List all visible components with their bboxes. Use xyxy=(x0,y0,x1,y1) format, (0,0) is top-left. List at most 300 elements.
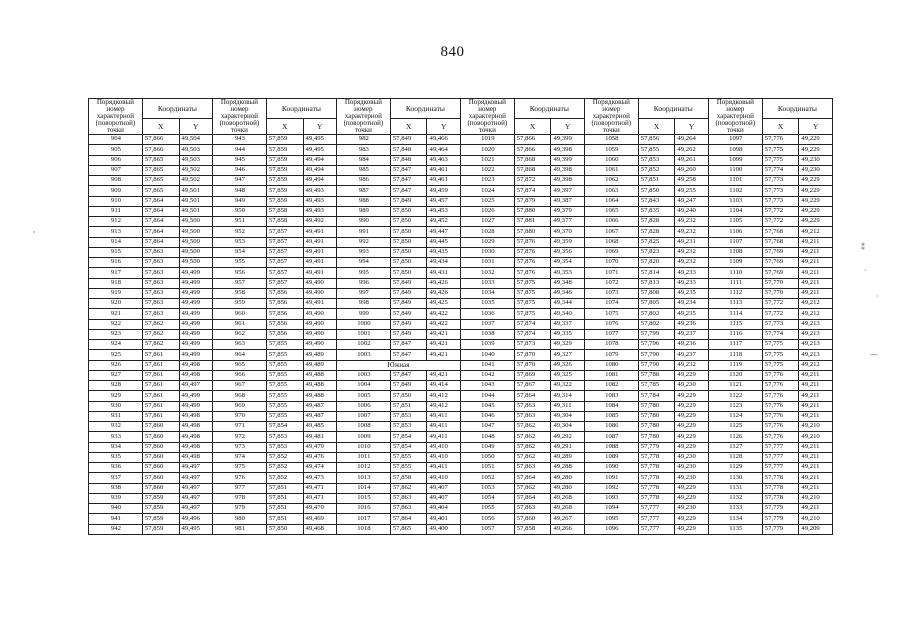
point-number-cell: 1004 xyxy=(336,381,390,391)
x-coordinate-cell: 57,876 xyxy=(514,268,551,278)
table-row xyxy=(89,350,833,360)
y-coordinate-cell: 49,211 xyxy=(799,288,833,298)
y-coordinate-cell: 49,488 xyxy=(303,370,336,380)
x-coordinate-cell: 57,863 xyxy=(514,411,551,421)
y-coordinate-cell: 49,499 xyxy=(179,319,212,329)
header-coordinates: Координаты xyxy=(638,99,708,119)
table-row xyxy=(89,504,833,514)
x-coordinate-cell: 57,778 xyxy=(638,463,675,473)
x-coordinate-cell: 57,770 xyxy=(762,288,799,298)
x-coordinate-cell: 57,862 xyxy=(514,422,551,432)
header-x: X xyxy=(390,118,427,134)
y-coordinate-cell: 49,490 xyxy=(303,319,336,329)
x-coordinate-cell: 57,863 xyxy=(142,268,179,278)
x-coordinate-cell: 57,866 xyxy=(142,145,179,155)
header-coordinates: Координаты xyxy=(514,99,584,119)
x-coordinate-cell: 57,849 xyxy=(390,329,427,339)
x-coordinate-cell: 57,856 xyxy=(638,135,675,145)
point-number-cell: 1096 xyxy=(584,524,638,534)
y-coordinate-cell: 49,292 xyxy=(551,432,584,442)
y-coordinate-cell: 49,326 xyxy=(551,360,584,370)
table-row xyxy=(89,432,833,442)
point-number-cell: 953 xyxy=(212,237,266,247)
point-number-cell: 1088 xyxy=(584,442,638,452)
x-coordinate-cell: 57,769 xyxy=(762,258,799,268)
x-coordinate-cell: 57,776 xyxy=(762,401,799,411)
x-coordinate-cell: 57,874 xyxy=(514,329,551,339)
x-coordinate-cell: 57,853 xyxy=(638,155,675,165)
x-coordinate-cell: 57,849 xyxy=(390,319,427,329)
y-coordinate-cell: 49,461 xyxy=(427,165,460,175)
x-coordinate-cell: 57,855 xyxy=(390,452,427,462)
y-coordinate-cell: 49,240 xyxy=(675,206,708,216)
point-number-cell: 906 xyxy=(89,155,143,165)
y-coordinate-cell: 49,229 xyxy=(675,432,708,442)
x-coordinate-cell: 57,860 xyxy=(142,422,179,432)
y-coordinate-cell: 49,235 xyxy=(675,309,708,319)
point-number-cell: 1019 xyxy=(460,135,514,145)
point-number-cell: 920 xyxy=(89,299,143,309)
point-number-cell: 1080 xyxy=(584,360,638,370)
x-coordinate-cell: 57,775 xyxy=(762,350,799,360)
point-number-cell: 1128 xyxy=(708,452,762,462)
x-coordinate-cell: 57,860 xyxy=(142,442,179,452)
point-number-cell: 962 xyxy=(212,329,266,339)
x-coordinate-cell: 57,857 xyxy=(266,258,303,268)
table-row xyxy=(89,155,833,165)
x-coordinate-cell: 57,777 xyxy=(762,442,799,452)
x-coordinate-cell: 57,866 xyxy=(514,145,551,155)
point-number-cell: 1083 xyxy=(584,391,638,401)
y-coordinate-cell: 49,229 xyxy=(675,514,708,524)
point-number-cell: 1033 xyxy=(460,278,514,288)
y-coordinate-cell: 49,232 xyxy=(675,227,708,237)
y-coordinate-cell: 49,229 xyxy=(675,493,708,503)
point-number-cell: 1092 xyxy=(584,483,638,493)
point-number-cell: 1122 xyxy=(708,391,762,401)
y-coordinate-cell: 49,487 xyxy=(303,401,336,411)
y-coordinate-cell: 49,213 xyxy=(799,340,833,350)
y-coordinate-cell: 49,470 xyxy=(303,504,336,514)
y-coordinate-cell: 49,410 xyxy=(427,452,460,462)
y-coordinate-cell: 49,495 xyxy=(179,524,212,534)
x-coordinate-cell: 57,855 xyxy=(266,350,303,360)
y-coordinate-cell: 49,400 xyxy=(427,524,460,534)
y-coordinate-cell: 49,264 xyxy=(675,135,708,145)
point-number-cell: 1075 xyxy=(584,309,638,319)
point-number-cell: 1102 xyxy=(708,186,762,196)
y-coordinate-cell: 49,481 xyxy=(303,432,336,442)
y-coordinate-cell: 49,370 xyxy=(551,227,584,237)
y-coordinate-cell: 49,494 xyxy=(303,176,336,186)
point-number-cell: 940 xyxy=(89,504,143,514)
y-coordinate-cell: 49,426 xyxy=(427,288,460,298)
y-coordinate-cell: 49,490 xyxy=(303,329,336,339)
point-number-cell: 1001 xyxy=(336,329,390,339)
x-coordinate-cell: 57,864 xyxy=(142,227,179,237)
point-number-cell: 914 xyxy=(89,237,143,247)
point-number-cell: 935 xyxy=(89,452,143,462)
x-coordinate-cell: 57,864 xyxy=(514,473,551,483)
y-coordinate-cell: 49,211 xyxy=(799,452,833,462)
x-coordinate-cell: 57,864 xyxy=(142,217,179,227)
x-coordinate-cell: 57,859 xyxy=(142,524,179,534)
table-row xyxy=(89,524,833,534)
point-number-cell: 1028 xyxy=(460,227,514,237)
y-coordinate-cell: 49,501 xyxy=(179,186,212,196)
point-number-cell: 983 xyxy=(336,145,390,155)
table-row xyxy=(89,473,833,483)
y-coordinate-cell: 49,499 xyxy=(179,309,212,319)
x-coordinate-cell: 57,820 xyxy=(638,258,675,268)
y-coordinate-cell: 49,212 xyxy=(799,227,833,237)
x-coordinate-cell: 57,768 xyxy=(762,237,799,247)
y-coordinate-cell: 49,289 xyxy=(551,452,584,462)
x-coordinate-cell: 57,851 xyxy=(266,514,303,524)
y-coordinate-cell: 49,344 xyxy=(551,299,584,309)
y-coordinate-cell: 49,229 xyxy=(799,196,833,206)
point-number-cell: 1068 xyxy=(584,237,638,247)
x-coordinate-cell: 57,780 xyxy=(638,432,675,442)
x-coordinate-cell: 57,880 xyxy=(514,227,551,237)
point-number-cell: 917 xyxy=(89,268,143,278)
x-coordinate-cell: 57,865 xyxy=(142,165,179,175)
point-number-cell: 937 xyxy=(89,473,143,483)
point-number-cell: 1081 xyxy=(584,370,638,380)
point-number-cell: 972 xyxy=(212,432,266,442)
table-row xyxy=(89,422,833,432)
y-coordinate-cell: 49,407 xyxy=(427,483,460,493)
header-y: Y xyxy=(675,118,708,134)
y-coordinate-cell: 49,500 xyxy=(179,217,212,227)
y-coordinate-cell: 49,401 xyxy=(427,514,460,524)
point-number-cell: 1040 xyxy=(460,350,514,360)
x-coordinate-cell: 57,858 xyxy=(266,206,303,216)
y-coordinate-cell: 49,411 xyxy=(427,422,460,432)
x-coordinate-cell: 57,859 xyxy=(266,155,303,165)
table-row xyxy=(89,217,833,227)
y-coordinate-cell: 49,488 xyxy=(303,381,336,391)
header-point-number: Порядковый номер характерной (поворотной) точки xyxy=(212,99,266,135)
point-number-cell: 1130 xyxy=(708,473,762,483)
point-number-cell: 981 xyxy=(212,524,266,534)
x-coordinate-cell: 57,870 xyxy=(514,360,551,370)
point-number-cell: 956 xyxy=(212,268,266,278)
point-number-cell: 1109 xyxy=(708,258,762,268)
point-number-cell: 1053 xyxy=(460,483,514,493)
point-number-cell: 1114 xyxy=(708,309,762,319)
y-coordinate-cell: 49,258 xyxy=(675,176,708,186)
x-coordinate-cell: 57,861 xyxy=(142,360,179,370)
x-coordinate-cell: 57,856 xyxy=(266,319,303,329)
x-coordinate-cell: 57,850 xyxy=(390,227,427,237)
point-number-cell: 932 xyxy=(89,422,143,432)
point-number-cell: 1077 xyxy=(584,329,638,339)
x-coordinate-cell: 57,852 xyxy=(638,165,675,175)
point-number-cell: 1056 xyxy=(460,514,514,524)
y-coordinate-cell: 49,325 xyxy=(551,370,584,380)
table-row xyxy=(89,145,833,155)
point-number-cell: 910 xyxy=(89,196,143,206)
y-coordinate-cell: 49,491 xyxy=(303,247,336,257)
x-coordinate-cell: 57,852 xyxy=(266,463,303,473)
x-coordinate-cell: 57,778 xyxy=(638,483,675,493)
point-number-cell: 1085 xyxy=(584,411,638,421)
x-coordinate-cell: 57,850 xyxy=(638,186,675,196)
table-row xyxy=(89,370,833,380)
point-number-cell: 1129 xyxy=(708,463,762,473)
y-coordinate-cell: 49,379 xyxy=(551,206,584,216)
point-number-cell: 1134 xyxy=(708,514,762,524)
y-coordinate-cell: 49,399 xyxy=(551,155,584,165)
y-coordinate-cell: 49,491 xyxy=(303,237,336,247)
x-coordinate-cell: 57,851 xyxy=(638,176,675,186)
x-coordinate-cell: 57,850 xyxy=(390,217,427,227)
y-coordinate-cell: 49,485 xyxy=(303,422,336,432)
point-number-cell: 915 xyxy=(89,247,143,257)
margin-mark: — xyxy=(870,350,878,359)
point-number-cell: 926 xyxy=(89,360,143,370)
point-number-cell: 941 xyxy=(89,514,143,524)
point-number-cell: 1041 xyxy=(460,360,514,370)
header-point-number: Порядковый номер характерной (поворотной) точки xyxy=(584,99,638,135)
x-coordinate-cell: 57,849 xyxy=(390,299,427,309)
y-coordinate-cell: 49,211 xyxy=(799,237,833,247)
y-coordinate-cell: 49,229 xyxy=(799,135,833,145)
page-number: 840 xyxy=(440,44,465,60)
point-number-cell: 1101 xyxy=(708,176,762,186)
x-coordinate-cell: 57,859 xyxy=(266,186,303,196)
x-coordinate-cell: 57,850 xyxy=(390,391,427,401)
point-number-cell: 997 xyxy=(336,288,390,298)
point-number-cell: 1049 xyxy=(460,442,514,452)
point-number-cell: 950 xyxy=(212,206,266,216)
y-coordinate-cell: 49,445 xyxy=(427,237,460,247)
y-coordinate-cell: 49,471 xyxy=(303,483,336,493)
y-coordinate-cell: 49,260 xyxy=(675,165,708,175)
table-row xyxy=(89,401,833,411)
x-coordinate-cell: 57,857 xyxy=(266,237,303,247)
x-coordinate-cell: 57,868 xyxy=(514,165,551,175)
point-number-cell: 1108 xyxy=(708,247,762,257)
y-coordinate-cell: 49,471 xyxy=(303,493,336,503)
header-point-number: Порядковый номер характерной (поворотной) точки xyxy=(460,99,514,135)
y-coordinate-cell: 49,407 xyxy=(427,493,460,503)
x-coordinate-cell: 57,860 xyxy=(514,514,551,524)
point-number-cell: 1029 xyxy=(460,237,514,247)
point-number-cell: 1060 xyxy=(584,155,638,165)
point-number-cell: 1026 xyxy=(460,206,514,216)
point-number-cell: 1095 xyxy=(584,514,638,524)
x-coordinate-cell: 57,779 xyxy=(762,524,799,534)
point-number-cell: 951 xyxy=(212,217,266,227)
x-coordinate-cell: 57,799 xyxy=(638,329,675,339)
point-number-cell: 1011 xyxy=(336,452,390,462)
x-coordinate-cell: 57,855 xyxy=(266,411,303,421)
x-coordinate-cell: 57,847 xyxy=(390,370,427,380)
y-coordinate-cell: 49,398 xyxy=(551,145,584,155)
point-number-cell: 948 xyxy=(212,186,266,196)
x-coordinate-cell: 57,777 xyxy=(638,504,675,514)
x-coordinate-cell: 57,876 xyxy=(514,237,551,247)
y-coordinate-cell: 49,229 xyxy=(675,524,708,534)
x-coordinate-cell: 57,773 xyxy=(762,186,799,196)
point-number-cell: 1110 xyxy=(708,268,762,278)
y-coordinate-cell: 49,311 xyxy=(551,401,584,411)
point-number-cell: 986 xyxy=(336,176,390,186)
y-coordinate-cell: 49,211 xyxy=(799,391,833,401)
point-number-cell: 996 xyxy=(336,278,390,288)
y-coordinate-cell: 49,231 xyxy=(675,237,708,247)
y-coordinate-cell: 49,404 xyxy=(427,504,460,514)
x-coordinate-cell: 57,850 xyxy=(390,268,427,278)
point-number-cell: 992 xyxy=(336,237,390,247)
point-number-cell: 1106 xyxy=(708,227,762,237)
point-number-cell: 1111 xyxy=(708,278,762,288)
point-number-cell: 961 xyxy=(212,319,266,329)
x-coordinate-cell: 57,859 xyxy=(266,196,303,206)
point-number-cell: 1046 xyxy=(460,411,514,421)
y-coordinate-cell: 49,229 xyxy=(799,186,833,196)
y-coordinate-cell: 49,230 xyxy=(675,463,708,473)
y-coordinate-cell: 49,398 xyxy=(551,176,584,186)
point-number-cell: 1037 xyxy=(460,319,514,329)
y-coordinate-cell: 49,502 xyxy=(179,165,212,175)
header-x: X xyxy=(638,118,675,134)
y-coordinate-cell: 49,497 xyxy=(179,473,212,483)
point-number-cell: 905 xyxy=(89,145,143,155)
x-coordinate-cell: 57,863 xyxy=(142,247,179,257)
x-coordinate-cell: 57,872 xyxy=(514,176,551,186)
point-number-cell: 1010 xyxy=(336,442,390,452)
point-number-cell: 1135 xyxy=(708,524,762,534)
y-coordinate-cell: 49,494 xyxy=(303,155,336,165)
x-coordinate-cell: 57,778 xyxy=(762,483,799,493)
x-coordinate-cell: 57,863 xyxy=(142,258,179,268)
y-coordinate-cell: 49,233 xyxy=(675,278,708,288)
coordinates-table xyxy=(88,98,833,535)
y-coordinate-cell: 49,490 xyxy=(303,278,336,288)
x-coordinate-cell: 57,862 xyxy=(514,442,551,452)
point-number-cell: 1117 xyxy=(708,340,762,350)
x-coordinate-cell: 57,775 xyxy=(762,155,799,165)
y-coordinate-cell: 49,412 xyxy=(427,401,460,411)
y-coordinate-cell: 49,340 xyxy=(551,309,584,319)
y-coordinate-cell: 49,500 xyxy=(179,227,212,237)
point-number-cell: 934 xyxy=(89,442,143,452)
point-number-cell: 994 xyxy=(336,258,390,268)
y-coordinate-cell: 49,211 xyxy=(799,278,833,288)
point-number-cell: 1021 xyxy=(460,155,514,165)
x-coordinate-cell: 57,875 xyxy=(514,288,551,298)
y-coordinate-cell: 49,452 xyxy=(427,217,460,227)
x-coordinate-cell: 57,775 xyxy=(762,340,799,350)
point-number-cell: 954 xyxy=(212,247,266,257)
x-coordinate-cell: 57,859 xyxy=(266,165,303,175)
y-coordinate-cell: 49,230 xyxy=(675,473,708,483)
x-coordinate-cell: 57,768 xyxy=(762,227,799,237)
x-coordinate-cell: 57,869 xyxy=(514,370,551,380)
x-coordinate-cell: 57,852 xyxy=(266,452,303,462)
point-number-cell: 1057 xyxy=(460,524,514,534)
point-number-cell: 913 xyxy=(89,227,143,237)
point-number-cell: 1043 xyxy=(460,381,514,391)
x-coordinate-cell: 57,865 xyxy=(390,524,427,534)
y-coordinate-cell: 49,500 xyxy=(179,237,212,247)
y-coordinate-cell: 49,211 xyxy=(799,401,833,411)
y-coordinate-cell: 49,411 xyxy=(427,411,460,421)
y-coordinate-cell: 49,397 xyxy=(551,186,584,196)
point-number-cell: 1000 xyxy=(336,319,390,329)
y-coordinate-cell: 49,498 xyxy=(179,411,212,421)
x-coordinate-cell: 57,863 xyxy=(390,504,427,514)
y-coordinate-cell: 49,211 xyxy=(799,483,833,493)
x-coordinate-cell: 57,775 xyxy=(762,145,799,155)
point-number-cell: 1087 xyxy=(584,432,638,442)
point-number-cell: 976 xyxy=(212,473,266,483)
y-coordinate-cell: 49,496 xyxy=(179,514,212,524)
y-coordinate-cell: 49,304 xyxy=(551,411,584,421)
point-number-cell: 924 xyxy=(89,340,143,350)
y-coordinate-cell: 49,354 xyxy=(551,258,584,268)
point-number-cell: 1042 xyxy=(460,370,514,380)
point-number-cell: 1103 xyxy=(708,196,762,206)
point-number-cell: 979 xyxy=(212,504,266,514)
point-number-cell: 1013 xyxy=(336,473,390,483)
point-number-cell: 1061 xyxy=(584,165,638,175)
x-coordinate-cell: 57,853 xyxy=(266,432,303,442)
y-coordinate-cell: 49,262 xyxy=(675,145,708,155)
y-coordinate-cell: 49,497 xyxy=(179,463,212,473)
x-coordinate-cell: 57,779 xyxy=(638,442,675,452)
x-coordinate-cell: 57,854 xyxy=(390,442,427,452)
y-coordinate-cell: 49,499 xyxy=(179,340,212,350)
point-number-cell: 1107 xyxy=(708,237,762,247)
point-number-cell: 1116 xyxy=(708,329,762,339)
point-number-cell: 1009 xyxy=(336,432,390,442)
point-number-cell: 1073 xyxy=(584,288,638,298)
x-coordinate-cell: 57,856 xyxy=(266,329,303,339)
x-coordinate-cell: 57,778 xyxy=(762,473,799,483)
y-coordinate-cell: 49,211 xyxy=(799,442,833,452)
x-coordinate-cell: 57,772 xyxy=(762,309,799,319)
x-coordinate-cell: 57,850 xyxy=(390,206,427,216)
y-coordinate-cell: 49,229 xyxy=(799,145,833,155)
y-coordinate-cell: 49,230 xyxy=(675,381,708,391)
point-number-cell: 949 xyxy=(212,196,266,206)
point-number-cell: 1074 xyxy=(584,299,638,309)
y-coordinate-cell: 49,229 xyxy=(799,206,833,216)
x-coordinate-cell: 57,864 xyxy=(142,196,179,206)
x-coordinate-cell: 57,853 xyxy=(266,442,303,452)
x-coordinate-cell: 57,776 xyxy=(762,411,799,421)
section-label: Южная xyxy=(336,360,460,370)
y-coordinate-cell: 49,498 xyxy=(179,432,212,442)
x-coordinate-cell: 57,856 xyxy=(266,288,303,298)
x-coordinate-cell: 57,856 xyxy=(266,309,303,319)
x-coordinate-cell: 57,856 xyxy=(266,299,303,309)
point-number-cell: 1038 xyxy=(460,329,514,339)
point-number-cell: 1070 xyxy=(584,258,638,268)
point-number-cell: 925 xyxy=(89,350,143,360)
y-coordinate-cell: 49,410 xyxy=(427,442,460,452)
y-coordinate-cell: 49,209 xyxy=(799,524,833,534)
y-coordinate-cell: 49,495 xyxy=(303,145,336,155)
y-coordinate-cell: 49,490 xyxy=(303,309,336,319)
y-coordinate-cell: 49,210 xyxy=(799,422,833,432)
x-coordinate-cell: 57,851 xyxy=(266,483,303,493)
point-number-cell: 1127 xyxy=(708,442,762,452)
